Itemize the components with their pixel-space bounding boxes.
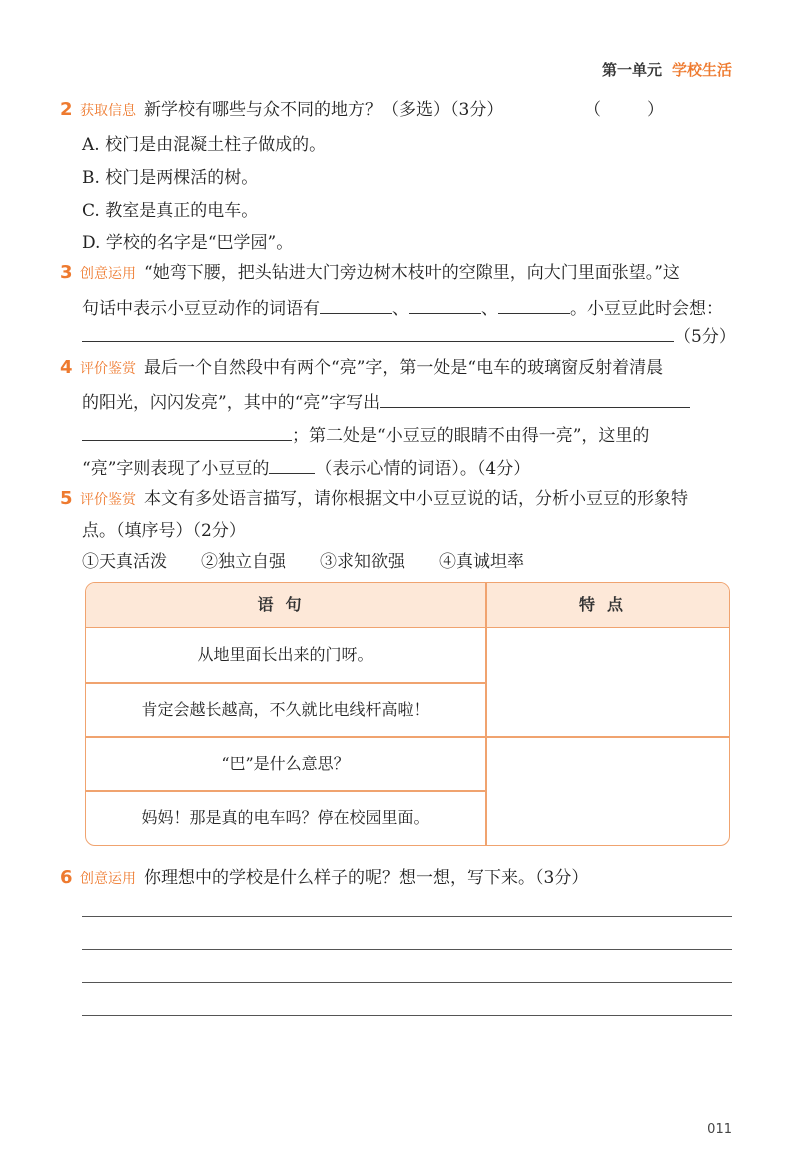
- question-5-stem: [60, 487, 732, 512]
- header-sentence: 语句: [257, 595, 314, 614]
- option-b: B. 校门是两棵活的树。: [82, 168, 259, 188]
- writing-line[interactable]: [82, 916, 732, 917]
- trait-choice: ①天真活泼: [82, 552, 167, 572]
- question-6-stem: [60, 866, 732, 891]
- answer-blank[interactable]: [320, 295, 392, 314]
- option-a: A. 校门是由混凝土柱子做成的。: [82, 135, 327, 155]
- skill-tag: 评价鉴赏: [80, 492, 136, 508]
- table-row: “巴”是什么意思？: [221, 754, 350, 773]
- writing-line[interactable]: [82, 982, 732, 983]
- score: （5分）: [674, 327, 736, 347]
- question-5-line2: 点。（填序号）（2分）: [82, 521, 246, 541]
- unit-theme: 学校生活: [671, 61, 732, 79]
- trait-choices: [82, 550, 732, 574]
- trait-answer-cell[interactable]: [487, 738, 729, 846]
- table-header: [86, 583, 729, 628]
- question-4-line2: 的阳光，闪闪发亮”，其中的“亮”字写出: [82, 389, 732, 415]
- table-row: 妈妈！那是真的电车吗？停在校园里面。: [141, 808, 430, 827]
- question-4-stem: [60, 356, 732, 381]
- page-number: 011: [707, 1122, 732, 1137]
- trait-answer-cell[interactable]: [487, 628, 729, 736]
- trait-choice: ③求知欲强: [320, 552, 405, 572]
- header-trait: 特点: [578, 595, 635, 614]
- trait-choice: ④真诚坦率: [439, 552, 524, 572]
- sentence-trait-table: [85, 582, 730, 846]
- skill-tag: 评价鉴赏: [80, 361, 136, 377]
- question-3-stem: [60, 261, 732, 286]
- page-header: [602, 59, 732, 80]
- question-text: “她弯下腰，把头钻进大门旁边树木枝叶的空隙里，向大门里面张望。”这: [144, 263, 680, 283]
- question-2-stem: [60, 98, 732, 123]
- question-text: 新学校有哪些与众不同的地方？（多选）（3分）: [144, 100, 504, 120]
- question-number: 5: [60, 488, 73, 509]
- question-text: 你理想中的学校是什么样子的呢？想一想，写下来。（3分）: [144, 868, 589, 888]
- option-d: D. 学校的名字是“巴学园”。: [82, 233, 294, 253]
- question-4-line3: ；第二处是“小豆豆的眼睛不由得一亮”，这里的: [82, 422, 732, 448]
- table-row: 肯定会越长越高，不久就比电线杆高啦！: [141, 700, 430, 719]
- trait-choice: ②独立自强: [201, 552, 286, 572]
- question-text: 最后一个自然段中有两个“亮”字，第一处是“电车的玻璃窗反射着清晨: [144, 358, 664, 378]
- skill-tag: 获取信息: [80, 103, 136, 119]
- unit-label: 第一单元: [601, 61, 662, 79]
- question-number: 4: [60, 357, 73, 378]
- answer-bracket[interactable]: （ ）: [584, 100, 664, 120]
- question-3-line2: 句话中表示小豆豆动作的词语有 、 、 。小豆豆此时会想：: [82, 295, 732, 321]
- writing-line[interactable]: [82, 1015, 732, 1016]
- question-4-line4: “亮”字则表现了小豆豆的 （表示心情的词语）。（4分）: [82, 455, 732, 481]
- question-text: 本文有多处语言描写，请你根据文中小豆豆说的话，分析小豆豆的形象特: [144, 489, 688, 509]
- table-row: 从地里面长出来的门呀。: [197, 645, 374, 664]
- answer-blank[interactable]: [269, 455, 315, 474]
- answer-blank[interactable]: [82, 422, 292, 441]
- option-c: C. 教室是真正的电车。: [82, 201, 259, 221]
- writing-line[interactable]: [82, 949, 732, 950]
- question-number: 6: [60, 867, 73, 888]
- skill-tag: 创意运用: [80, 266, 136, 282]
- answer-blank[interactable]: [380, 389, 690, 408]
- question-3-line3: [82, 323, 736, 349]
- answer-blank[interactable]: [82, 323, 674, 342]
- answer-blank[interactable]: [409, 295, 481, 314]
- answer-blank[interactable]: [498, 295, 570, 314]
- question-number: 3: [60, 262, 73, 283]
- question-number: 2: [60, 99, 73, 120]
- skill-tag: 创意运用: [80, 871, 136, 887]
